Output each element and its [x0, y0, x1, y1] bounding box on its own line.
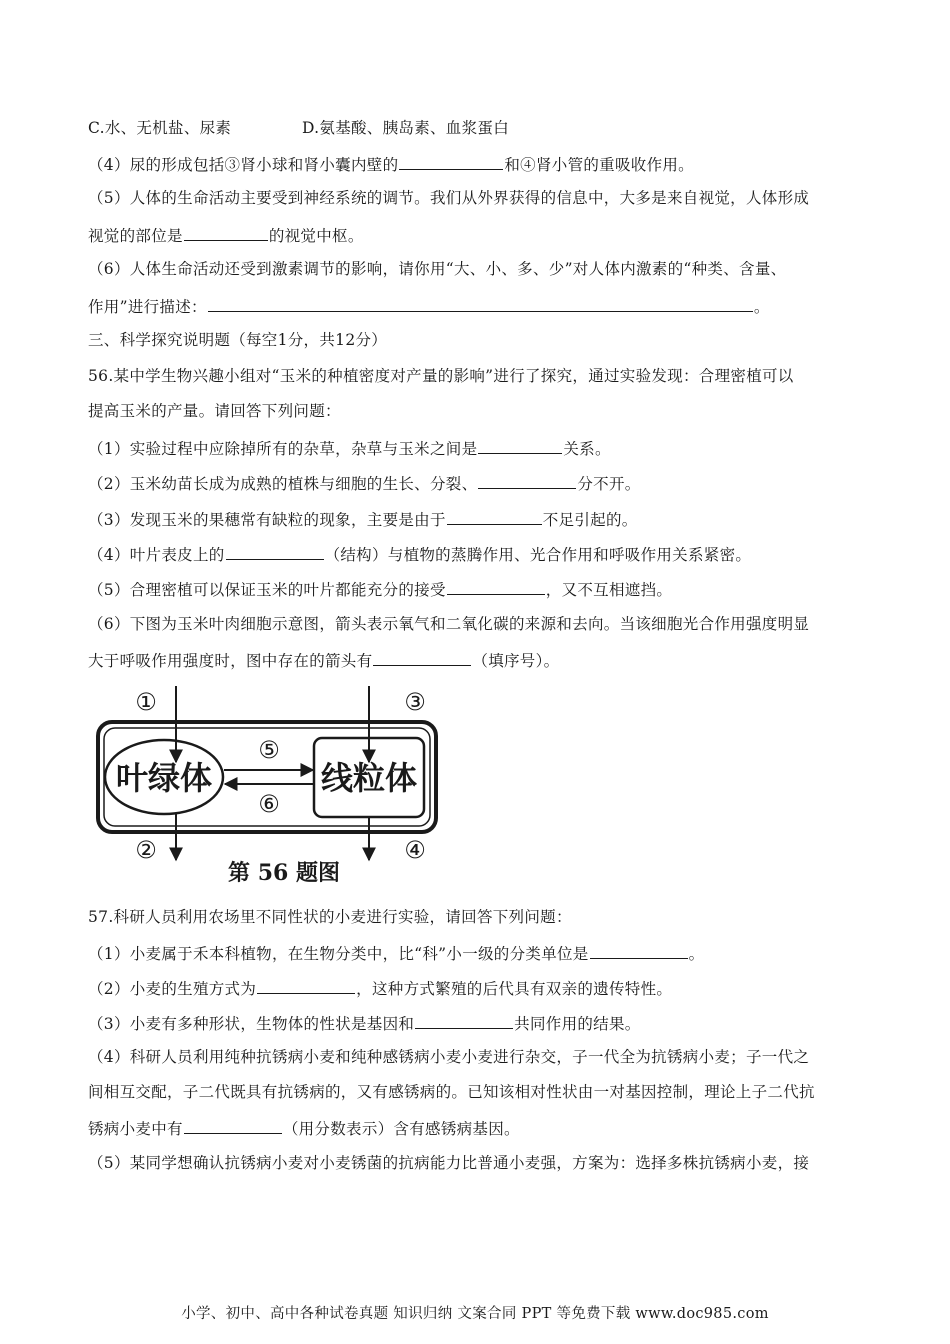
mitochondria-label: 线粒体	[320, 759, 418, 797]
q55-5-text-b: 视觉的部位是	[88, 227, 183, 245]
cell-diagram	[92, 682, 452, 892]
question-56-5: （5）合理密植可以保证玉米的叶片都能充分的接受 ，又不互相遮挡。	[88, 578, 672, 600]
q55-5-text-a: （5）人体的生命活动主要受到神经系统的调节。我们从外界获得的信息中，大多是来自视觉，人体形成	[88, 189, 810, 207]
question-55-6-line2	[88, 295, 770, 317]
answer-blank[interactable]	[373, 649, 471, 666]
question-55-6-line1	[88, 259, 786, 279]
option-c: C.水、无机盐、尿素	[88, 119, 232, 137]
q55-5-text-c: 的视觉中枢。	[268, 227, 364, 245]
answer-blank[interactable]	[184, 224, 268, 241]
question-57-5-line1: （5）某同学想确认抗锈病小麦对小麦锈菌的抗病能力比普通小麦强，方案为：选择多株抗锈病小麦，接	[88, 1154, 810, 1172]
answer-blank[interactable]	[184, 1117, 282, 1134]
question-57-3: （3）小麦有多种形状，生物体的性状是基因和 共同作用的结果。	[88, 1012, 641, 1034]
question-56-1: （1）实验过程中应除掉所有的杂草，杂草与玉米之间是 关系。	[88, 437, 611, 459]
question-56-stem-line1: 56.某中学生物兴趣小组对“玉米的种植密度对产量的影响”进行了探究，通过实验发现：合理密植可以	[88, 367, 794, 385]
arrow-6-number: ⑥	[258, 790, 280, 818]
answer-blank[interactable]	[590, 942, 688, 959]
question-56-4: （4）叶片表皮上的 （结构）与植物的蒸腾作用、光合作用和呼吸作用关系紧密。	[88, 543, 751, 565]
question-56-6-line2: 大于呼吸作用强度时，图中存在的箭头有 （填序号）。	[88, 649, 559, 671]
q55-6-text-a: （6）人体生命活动还受到激素调节的影响，请你用“大、小、多、少”对人体内激素的“种类、含量、	[88, 260, 787, 278]
question-55-4	[88, 153, 694, 175]
q55-6-text-c: 。	[753, 298, 770, 316]
answer-blank[interactable]	[415, 1012, 513, 1029]
arrow-5-number: ⑤	[258, 736, 280, 764]
answer-blank[interactable]	[478, 472, 576, 489]
question-57-4-line1: （4）科研人员利用纯种抗锈病小麦和纯种感锈病小麦小麦进行杂交，子一代全为抗锈病小麦；子一代之	[88, 1048, 810, 1066]
arrow-3-number: ③	[404, 688, 426, 716]
arrow-1-number: ①	[135, 688, 157, 716]
arrow-2-number: ②	[135, 836, 157, 864]
question-57-2: （2）小麦的生殖方式为 ，这种方式繁殖的后代具有双亲的遗传特性。	[88, 977, 672, 999]
option-row-c-d	[88, 118, 510, 138]
answer-blank[interactable]	[257, 977, 355, 994]
arrow-4-number: ④	[404, 836, 426, 864]
question-56-stem-line2: 提高玉米的产量。请回答下列问题：	[88, 402, 341, 420]
chloroplast-label: 叶绿体	[115, 759, 213, 797]
q55-4-text-a: （4）尿的形成包括③肾小球和肾小囊内壁的	[88, 156, 399, 174]
question-57-1: （1）小麦属于禾本科植物，在生物分类中，比“科”小一级的分类单位是 。	[88, 942, 704, 964]
question-57-4-line3: 锈病小麦中有 （用分数表示）含有感锈病基因。	[88, 1117, 520, 1139]
answer-blank[interactable]	[447, 578, 545, 595]
question-55-5-line2	[88, 224, 364, 246]
page-footer: 小学、初中、高中各种试卷真题 知识归纳 文案合同 PPT 等免费下载 www.doc985.com	[181, 1306, 769, 1322]
q55-4-text-b: 和④肾小管的重吸收作用。	[504, 156, 694, 174]
question-55-5-line1	[88, 188, 809, 208]
diagram-caption: 第 56 题图	[228, 860, 340, 886]
question-57-4-line2: 间相互交配，子二代既具有抗锈病的，又有感锈病的。已知该相对性状由一对基因控制，理论上子二代抗	[88, 1083, 815, 1101]
answer-blank[interactable]	[226, 543, 324, 560]
question-56-3: （3）发现玉米的果穗常有缺粒的现象，主要是由于 不足引起的。	[88, 508, 638, 530]
option-d: D.氨基酸、胰岛素、血浆蛋白	[302, 119, 510, 137]
question-57-stem: 57.科研人员利用农场里不同性状的小麦进行实验，请回答下列问题：	[88, 908, 572, 926]
q55-6-text-b: 作用”进行描述：	[88, 298, 207, 316]
answer-blank[interactable]	[478, 437, 562, 454]
answer-blank[interactable]	[447, 508, 542, 525]
answer-blank[interactable]	[399, 153, 503, 170]
section-3-heading: 三、科学探究说明题（每空1分，共12分）	[88, 331, 388, 349]
question-56-2: （2）玉米幼苗长成为成熟的植株与细胞的生长、分裂、 分不开。	[88, 472, 641, 494]
answer-blank[interactable]	[208, 295, 753, 312]
question-56-6-line1: （6）下图为玉米叶肉细胞示意图，箭头表示氧气和二氧化碳的来源和去向。当该细胞光合作用强度明显	[88, 615, 810, 633]
